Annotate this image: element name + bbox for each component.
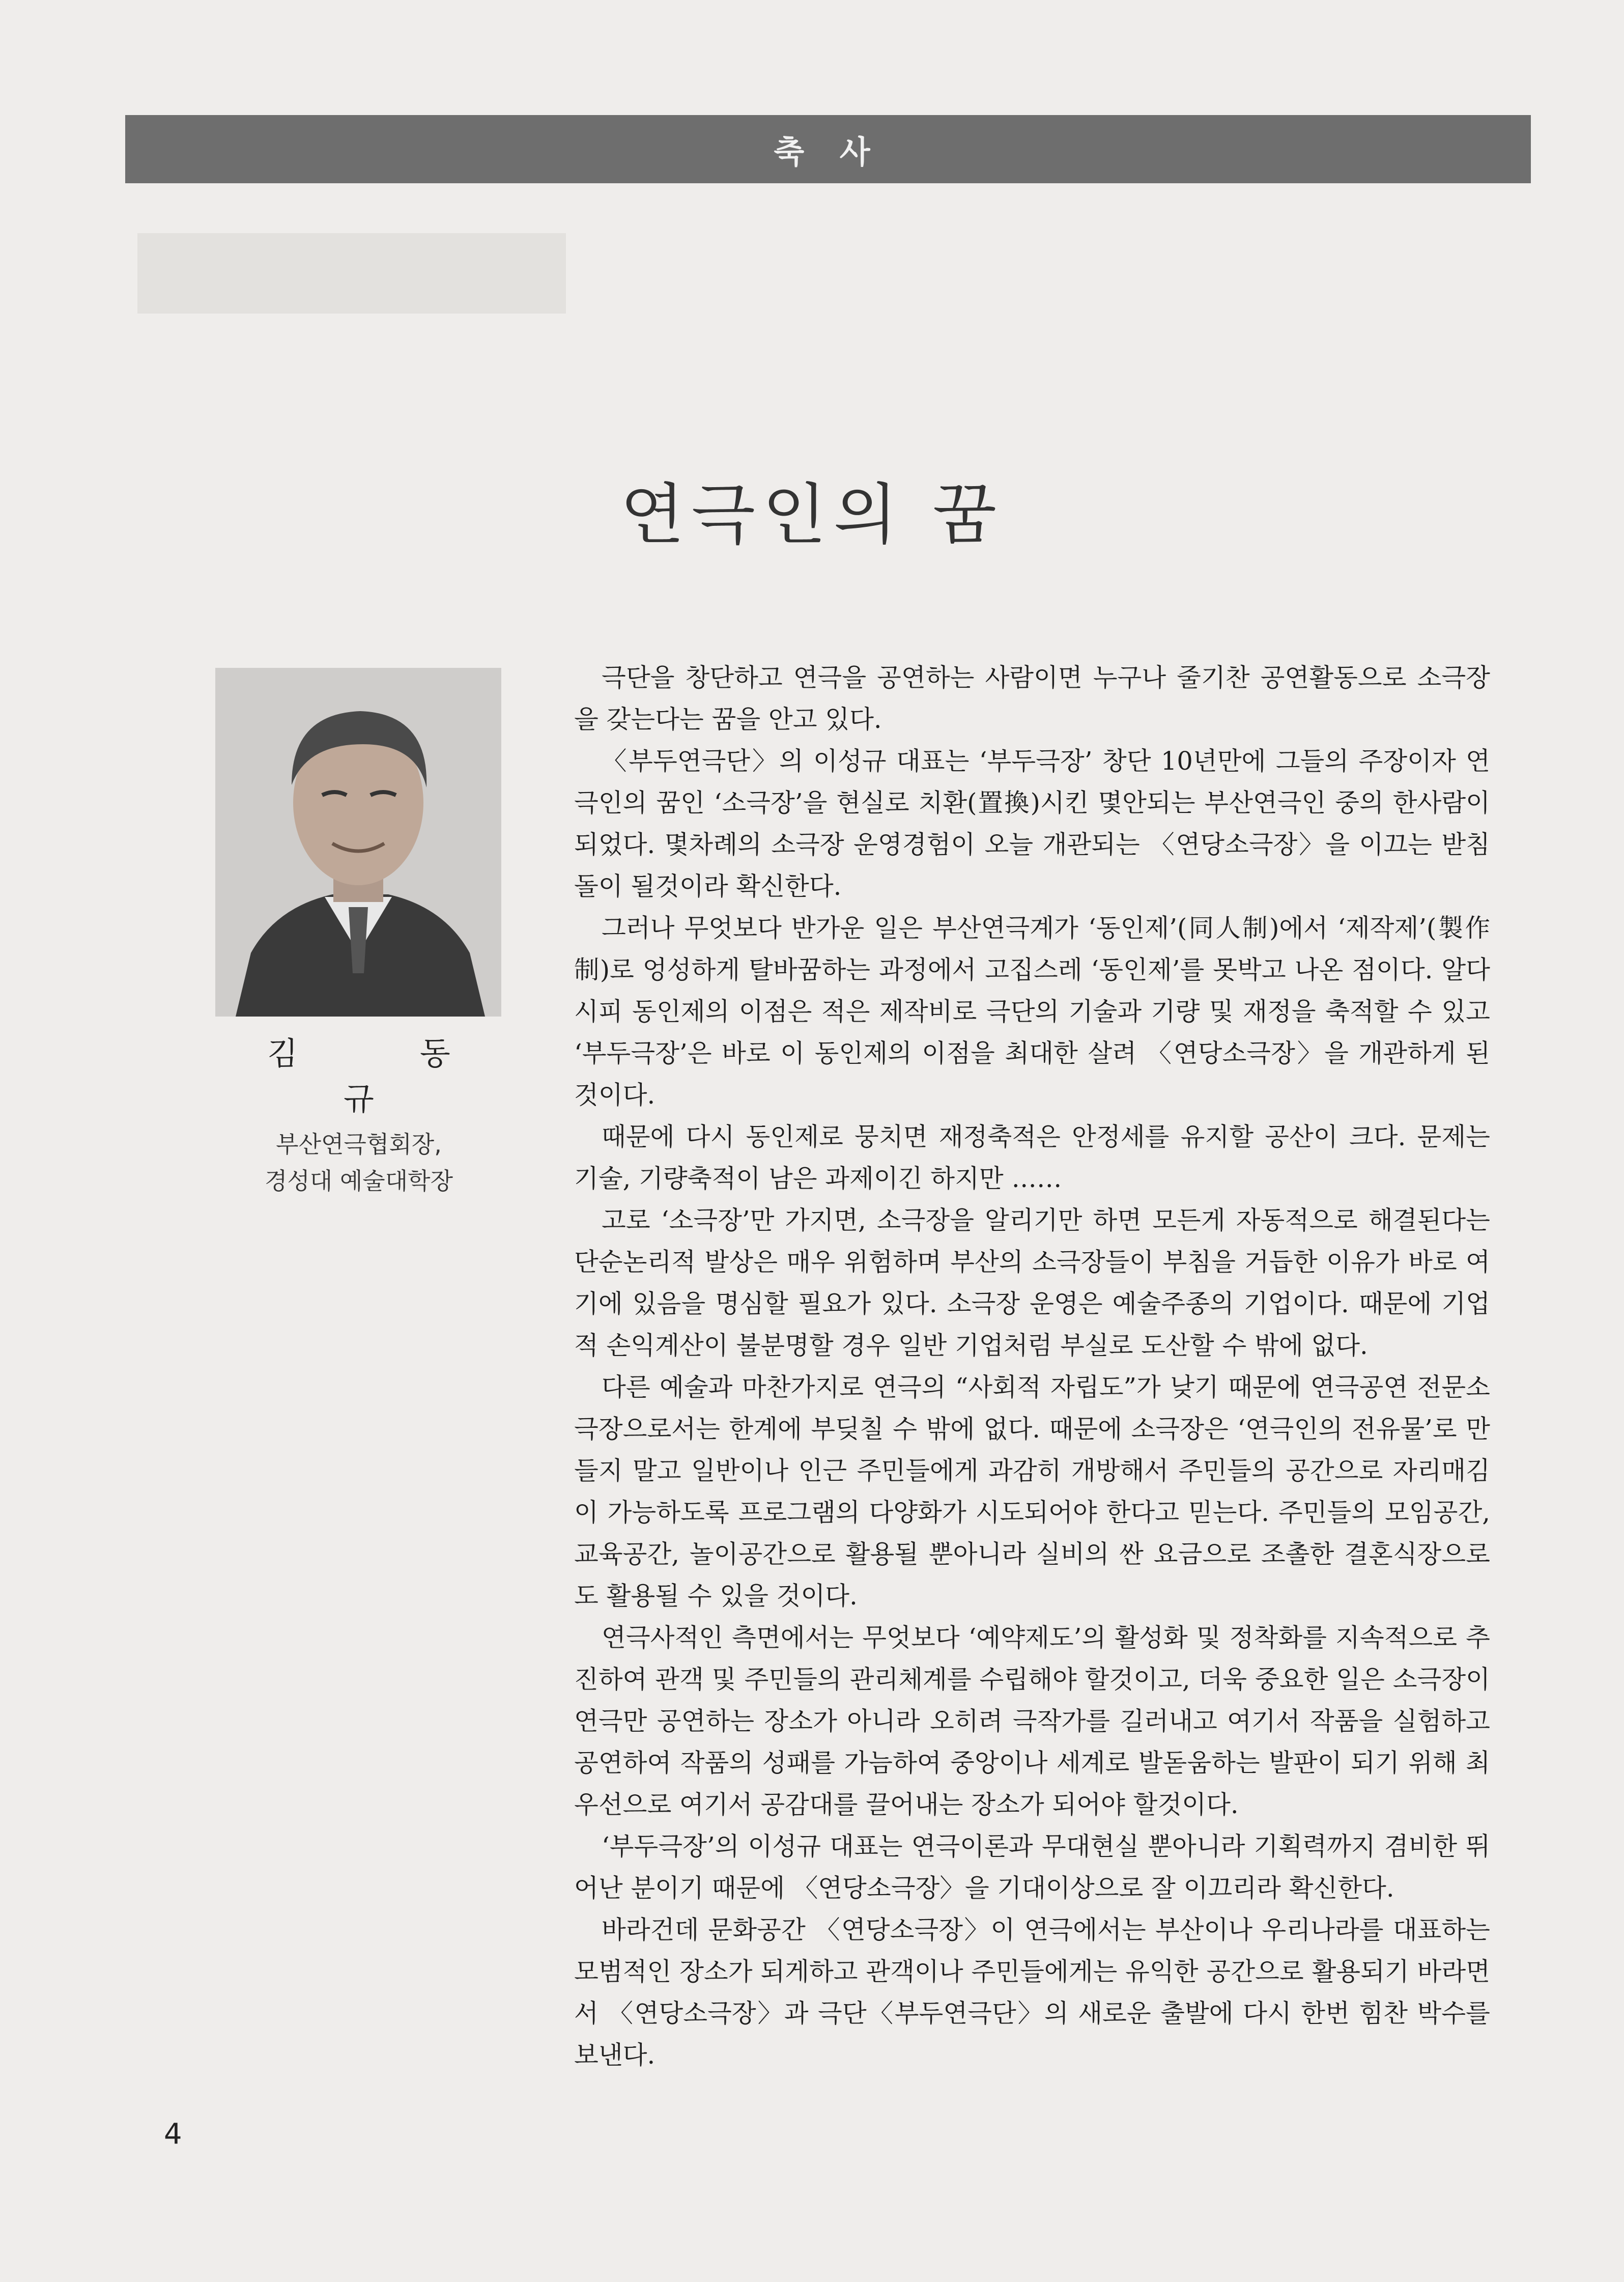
- author-name: 김 동 규: [267, 1035, 506, 1117]
- paragraph: 극단을 창단하고 연극을 공연하는 사람이면 누구나 줄기찬 공연활동으로 소극장을 갖는다는 꿈을 안고 있다.: [574, 663, 1490, 734]
- paragraph: 연극사적인 측면에서는 무엇보다 ‘예약제도’의 활성화 및 정착화를 지속적으로 추진하여 관객 및 주민들의 관리체계를 수립해야 할것이고, 더욱 중요한 일은 소극장이 연극만 공연하는 장소가 아니라 오히려 극작가를 길러내고 여기서 작품을 실험하고 공연하여 작품의 성패를 가늠하여 중앙이나 세계로 발돋움하는 발판이 되기 위해 최우선으로 여기서 공감대를 끌어내는 장소가 되어야 할것이다.: [574, 1623, 1490, 1819]
- article-body: [574, 657, 1490, 2076]
- section-header-bar: [125, 115, 1531, 183]
- author-role-line1: 부산연극협회장,: [276, 1131, 442, 1158]
- paragraph: ‘부두극장’의 이성규 대표는 연극이론과 무대현실 뿐아니라 기획력까지 겸비한 뛰어난 분이기 때문에 〈연당소극장〉을 기대이상으로 잘 이끄리라 확신한다.: [574, 1832, 1490, 1903]
- paragraph: 바라건데 문화공간 〈연당소극장〉이 연극에서는 부산이나 우리나라를 대표하는 모범적인 장소가 되게하고 관객이나 주민들에게는 유익한 공간으로 활용되기 바라면서 〈연당소극장〉과 극단〈부두연극단〉의 새로운 출발에 다시 한번 힘찬 박수를 보낸다.: [574, 1915, 1490, 2070]
- paragraph: 고로 ‘소극장’만 가지면, 소극장을 알리기만 하면 모든게 자동적으로 해결된다는 단순논리적 발상은 매우 위험하며 부산의 소극장들이 부침을 거듭한 이유가 바로 여기에 있음을 명심할 필요가 있다. 소극장 운영은 예술주종의 기업이다. 때문에 기업적 손익계산이 불분명할 경우 일반 기업처럼 부실로 도산할 수 밖에 없다.: [574, 1205, 1490, 1360]
- paragraph: 〈부두연극단〉의 이성규 대표는 ‘부두극장’ 창단 10년만에 그들의 주장이자 연극인의 꿈인 ‘소극장’을 현실로 치환(置換)시킨 몇안되는 부산연극인 중의 한사람이 되었다. 몇차례의 소극장 운영경험이 오늘 개관되는 〈연당소극장〉을 이끄는 받침돌이 될것이라 확신한다.: [574, 746, 1490, 901]
- show-through-block: [137, 233, 566, 314]
- paragraph: 다른 예술과 마찬가지로 연극의 “사회적 자립도”가 낮기 때문에 연극공연 전문소극장으로서는 한계에 부딪칠 수 밖에 없다. 때문에 소극장은 ‘연극인의 전유물’로 만들지 말고 일반이나 인근 주민들에게 과감히 개방해서 주민들의 공간으로 자리매김이 가능하도록 프로그램의 다양화가 시도되어야 한다고 믿는다. 주민들의 모임공간, 교육공간, 놀이공간으로 활용될 뿐아니라 실비의 싼 요금으로 조촐한 결혼식장으로도 활용될 수 있을 것이다.: [574, 1372, 1490, 1611]
- author-caption: [204, 1028, 514, 1199]
- paragraph: 그러나 무엇보다 반가운 일은 부산연극계가 ‘동인제’(同人制)에서 ‘제작제’(製作制)로 엉성하게 탈바꿈하는 과정에서 고집스레 ‘동인제’를 못박고 나온 점이다. 알다시피 동인제의 이점은 적은 제작비로 극단의 기술과 기량 및 재정을 축적할 수 있고 ‘부두극장’은 바로 이 동인제의 이점을 최대한 살려 〈연당소극장〉을 개관하게 된것이다.: [574, 913, 1490, 1110]
- page-number: 4: [164, 2118, 182, 2151]
- paragraph: 때문에 다시 동인제로 뭉치면 재정축적은 안정세를 유지할 공산이 크다. 문제는 기술, 기량축적이 남은 과제이긴 하지만 ……: [574, 1122, 1490, 1193]
- portrait-image: [215, 668, 501, 1017]
- author-role-line2: 경성대 예술대학장: [264, 1167, 453, 1195]
- author-photo: [215, 668, 501, 1017]
- article-title: 연극인의 꿈: [620, 476, 1004, 554]
- section-label: 축 사: [774, 133, 882, 171]
